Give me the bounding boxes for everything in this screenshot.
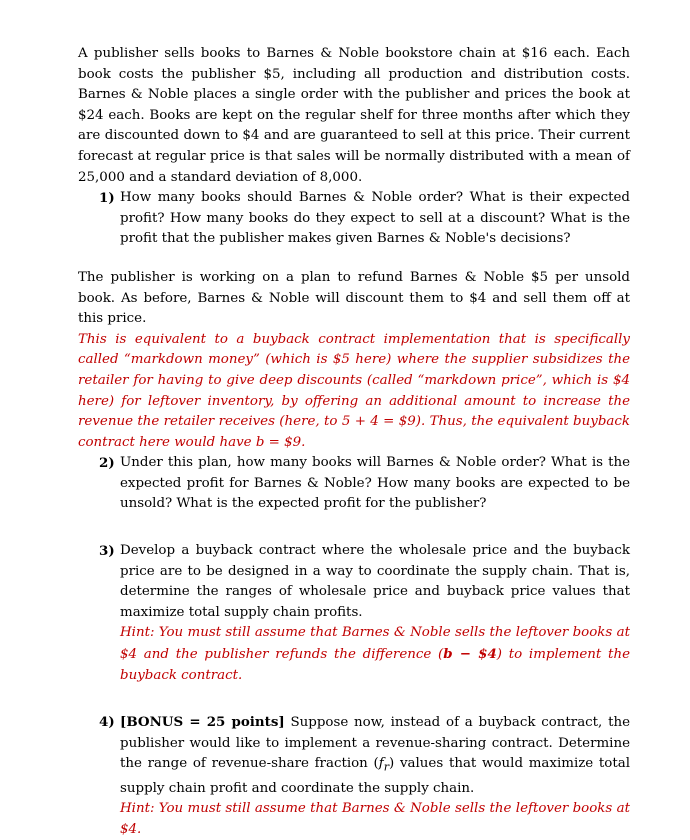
question-4-text-end: ) values that would maximize total supply chain profit and coordinate the supply chain. bbox=[120, 756, 631, 796]
question-4-bonus-label: [BONUS = 25 points] bbox=[120, 714, 285, 731]
question-3-text: Develop a buyback contract where the wholesale price and the buyback price are to be designed in a way to coordinate the supply chain. That is, determine the ranges of wholesale price and buyback price values that maximize total supply chain profits. bbox=[120, 543, 630, 620]
question-4 bbox=[78, 712, 630, 840]
question-1-number: 1) bbox=[99, 190, 115, 207]
question-3 bbox=[78, 541, 630, 686]
question-4-text-start: Suppose now, instead of a buyback contract, the publisher would like to implement a revenue-sharing contract. Determine the range of revenue-share fraction ( bbox=[120, 715, 631, 772]
question-2-number: 2) bbox=[99, 455, 115, 472]
question-1 bbox=[78, 188, 630, 250]
question-3-hint-end: ) to implement the buyback contract. bbox=[120, 647, 630, 683]
question-2-text: Under this plan, how many books will Barnes & Noble order? What is the expected profit for Barnes & Noble? How many books are expected to be unsold? What is the expected profit for the publisher? bbox=[120, 455, 630, 512]
question-3-hint-start: Hint: You must still assume that Barnes & Noble sells the leftover books at $4 and the publisher refunds the difference ( bbox=[120, 625, 630, 663]
problem-document bbox=[78, 44, 630, 840]
revenue-share-subscript: r bbox=[383, 761, 390, 775]
question-3-number: 3) bbox=[99, 543, 115, 560]
question-4-number: 4) bbox=[99, 714, 115, 731]
question-4-hint: Hint: You must still assume that Barnes & Noble sells the leftover books at $4. bbox=[120, 801, 630, 837]
intro-paragraph: A publisher sells books to Barnes & Noble bookstore chain at $16 each. Each book costs the publisher $5, including all production and distribution costs. Barnes & Noble places a single order with the publisher and prices the book at $24 each. Books are kept on the regular shelf for three months after which they are discounted down to $4 and are guaranteed to sell at this price. Their current forecast at regular price is that sales will be normally distributed with a mean of 25,000 and a standard deviation of 8,000. bbox=[78, 46, 630, 185]
buyback-explanation-note: This is equivalent to a buyback contract implementation that is specifically called “markdown money” (which is $5 here) where the supplier subsidizes the retailer for having to give deep discounts (called “markdown price”, which is $4 here) for leftover inventory, by offering an additional amount to increase the revenue the retailer receives (here, to 5 + 4 = $9). Thus, the equivalent buyback contract here would have b = $9. bbox=[78, 331, 630, 450]
plan-paragraph: The publisher is working on a plan to refund Barnes & Noble $5 per unsold book. As before, Barnes & Noble will discount them to $4 and sell them off at this price. bbox=[78, 269, 630, 327]
question-3-hint bbox=[120, 623, 630, 686]
question-3-hint-formula: b − $4 bbox=[443, 646, 497, 663]
revenue-share-variable: f bbox=[378, 756, 384, 772]
question-2 bbox=[78, 453, 630, 515]
question-1-text: How many books should Barnes & Noble order? What is their expected profit? How many books do they expect to sell at a discount? What is the profit that the publisher makes given Barnes & Noble's decisions? bbox=[120, 190, 630, 247]
